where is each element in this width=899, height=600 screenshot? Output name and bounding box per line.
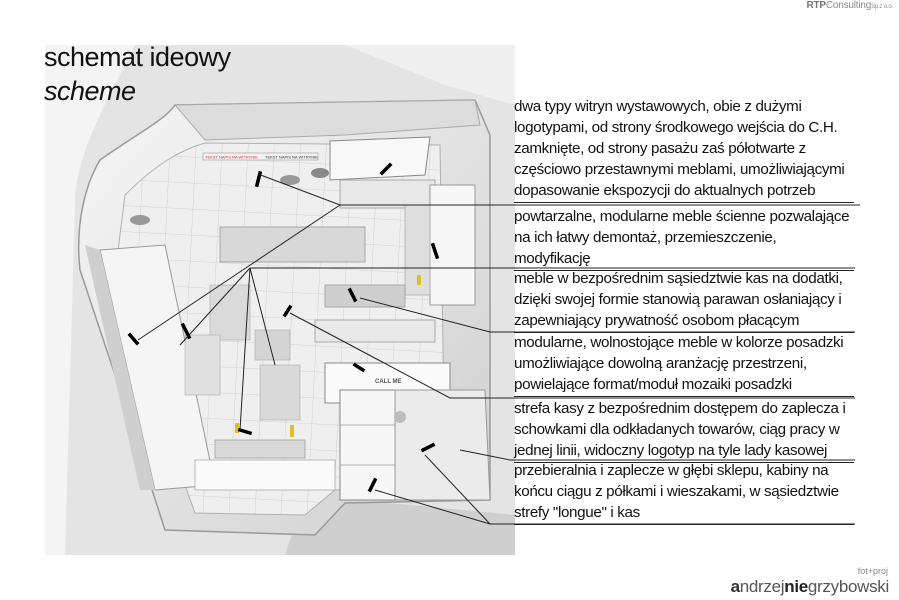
brand-logo	[806, 0, 893, 11]
description-5: strefa kasy z bezpośrednim dostępem do zaplecza i schowkami dla odkładanych towarów, ciąg pracy w jednej linii, widoczny logotyp na tyle lady kasowej	[514, 398, 854, 463]
description-6: przebieralnia i zaplecze w głębi sklepu, kabiny na końcu ciągu z półkami i wieszakami, w sąsiedztwie strefy "longue" i kas	[514, 460, 854, 525]
description-4: modularne, wolnostojące meble w kolorze posadzki umożliwiające dowolną aranżację przestrzeni, powielające format/moduł mozaiki posadzki	[514, 332, 854, 397]
credit-b: ndrzej	[739, 577, 785, 596]
brand-part-3: Sp.z o.o.	[871, 4, 893, 10]
credit-a: a	[730, 577, 740, 596]
page-subtitle: scheme	[44, 76, 136, 106]
floor-plan-render	[45, 45, 515, 555]
credit-d: grzybowski	[807, 577, 889, 596]
author-credit	[731, 577, 889, 597]
description-2: powtarzalne, modularne meble ścienne pozwalające na ich łatwy demontaż, przemieszczenie, modyfikację	[514, 206, 854, 271]
description-1: dwa typy witryn wystawowych, obie z dużymi logotypami, od strony środkowego wejścia do C.H. zamknięte, od strony pasażu zaś półotwarte z częściowo przestawnymi meblami, umożliwiającymi dopasowanie ekspozycji do aktualnych potrzeb	[514, 96, 854, 203]
credit-c: nie	[784, 577, 808, 596]
brand-part-1: RTP	[806, 0, 826, 11]
description-3: meble w bezpośrednim sąsiedztwie kas na dodatki, dzięki swojej formie stanowią parawan osłaniający i zapewniający prywatność osobom płacącym	[514, 268, 854, 333]
plan-label-counter: CALL ME	[375, 379, 402, 385]
plan-label-window-2: TEKST NAPIS NA WITRYNIE	[265, 154, 318, 160]
page-title: schemat ideowy	[44, 42, 231, 72]
credit-caption: fot+proj	[857, 566, 888, 576]
plan-label-window-1: TEKST NAPIS NA WITRYNIE	[205, 154, 258, 160]
brand-part-2: Consulting	[825, 0, 872, 11]
